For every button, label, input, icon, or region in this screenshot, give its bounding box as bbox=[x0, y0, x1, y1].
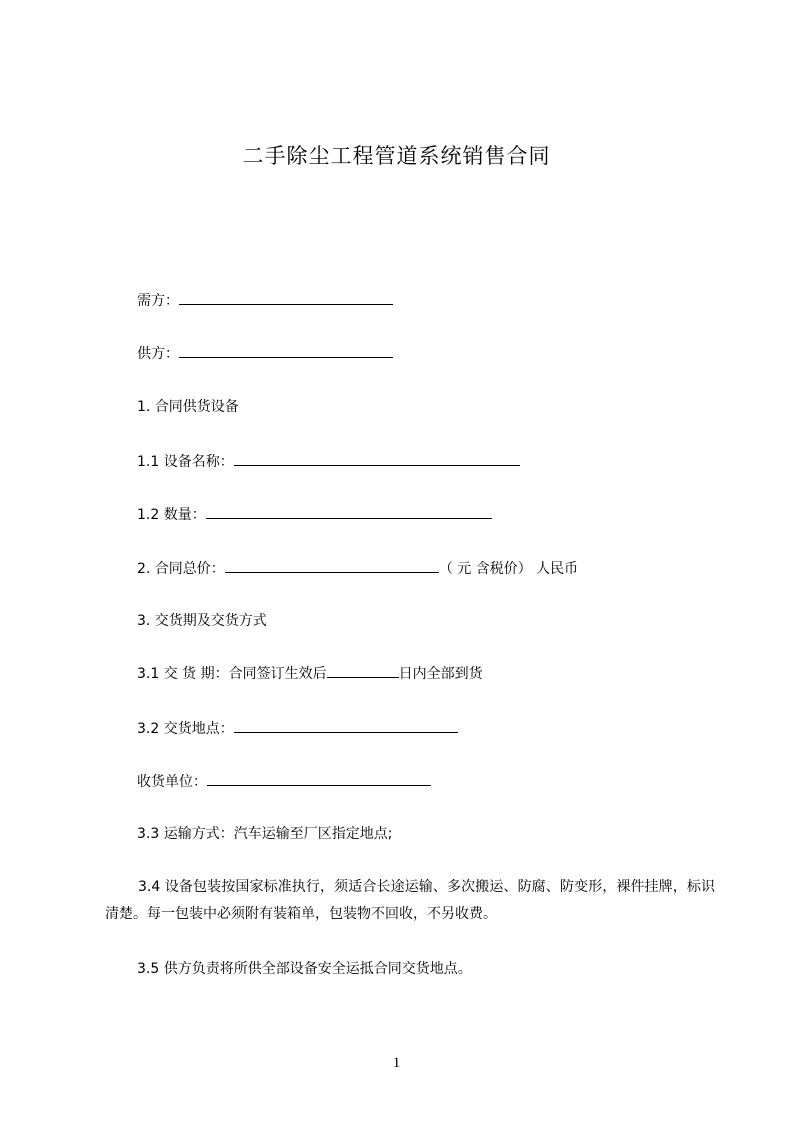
equipment-name-line bbox=[137, 450, 520, 473]
supplier-responsibility-line: 3.5 供方负责将所供全部设备安全运抵合同交货地点。 bbox=[137, 961, 472, 977]
supplier-label: 供方： bbox=[137, 346, 179, 362]
quantity-blank bbox=[206, 503, 492, 519]
receiver-line bbox=[137, 770, 431, 793]
delivery-period-prefix: 3.1 交 货 期：合同签订生效后 bbox=[137, 666, 327, 682]
section-3-heading: 3. 交货期及交货方式 bbox=[137, 613, 267, 629]
receiver-blank bbox=[207, 770, 431, 786]
delivery-period-suffix: 日内全部到货 bbox=[398, 666, 483, 682]
buyer-line bbox=[137, 289, 393, 312]
total-price-suffix: （ 元 含税价） 人民币 bbox=[438, 561, 579, 577]
buyer-blank bbox=[179, 289, 393, 305]
delivery-location-line bbox=[137, 717, 458, 740]
supplier-line bbox=[137, 342, 393, 365]
receiver-label: 收货单位： bbox=[137, 774, 207, 790]
delivery-period-line bbox=[137, 662, 483, 685]
total-price-blank bbox=[225, 557, 439, 573]
transport-method-line: 3.3 运输方式：汽车运输至厂区指定地点; bbox=[137, 826, 393, 842]
document-title: 二手除尘工程管道系统销售合同 bbox=[242, 144, 551, 168]
total-price-label: 2. 合同总价： bbox=[137, 561, 225, 577]
delivery-location-blank bbox=[234, 717, 458, 733]
packaging-paragraph: 3.4 设备包装按国家标准执行，须适合长途运输、多次搬运、防腐、防变形，裸件挂牌，标识清楚。每一包装中必须附有装箱单，包装物不回收，不另收费。 bbox=[105, 879, 715, 922]
quantity-line bbox=[137, 503, 492, 526]
page-number: 1 bbox=[392, 1055, 401, 1071]
total-price-line bbox=[137, 557, 578, 580]
equipment-name-blank bbox=[234, 450, 520, 466]
equipment-name-label: 1.1 设备名称： bbox=[137, 454, 234, 470]
delivery-location-label: 3.2 交货地点： bbox=[137, 721, 234, 737]
quantity-label: 1.2 数量： bbox=[137, 507, 206, 523]
delivery-days-blank bbox=[327, 662, 399, 678]
section-1-heading: 1. 合同供货设备 bbox=[137, 399, 239, 415]
buyer-label: 需方： bbox=[137, 293, 179, 309]
supplier-blank bbox=[179, 342, 393, 358]
